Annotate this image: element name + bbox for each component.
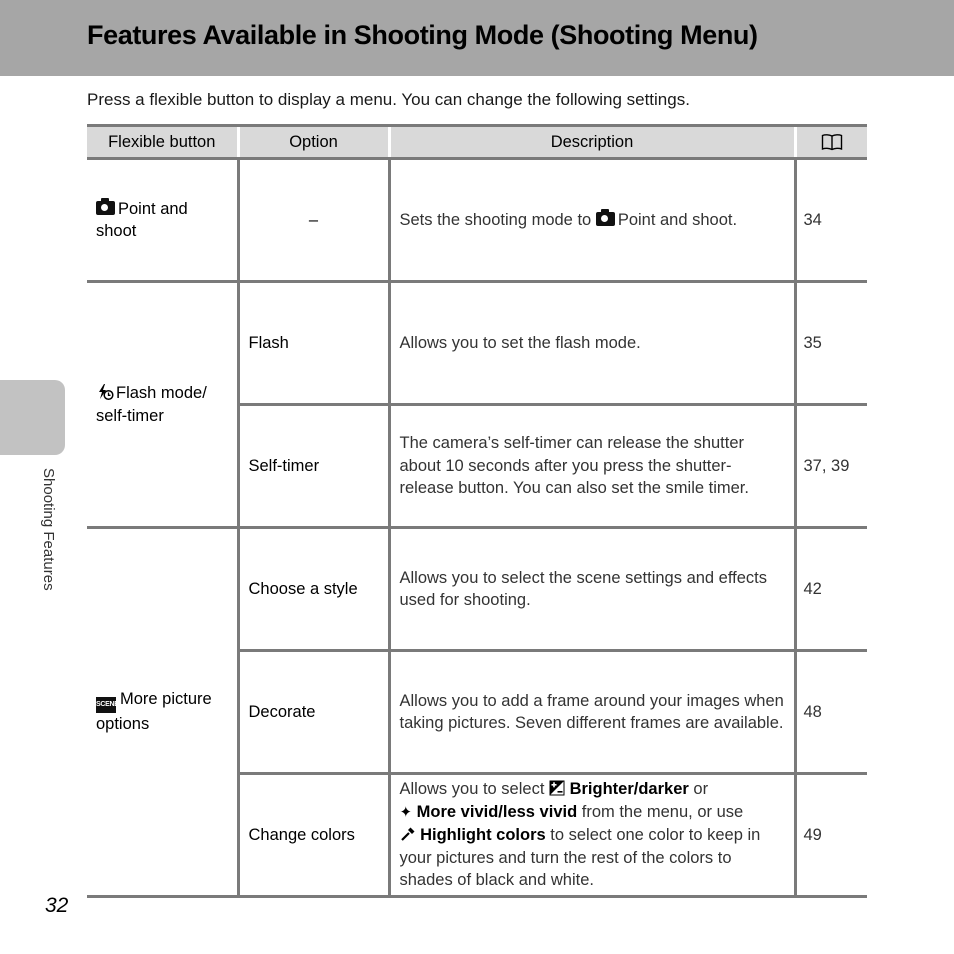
highlight-colors-label: Highlight colors xyxy=(420,826,546,845)
reference-cell: 35 xyxy=(795,282,867,405)
book-icon xyxy=(821,133,843,151)
camera-icon xyxy=(96,201,115,215)
page-number: 32 xyxy=(45,894,69,917)
table-row xyxy=(87,159,867,282)
section-tab xyxy=(0,380,65,455)
option-cell: Change colors xyxy=(238,774,389,897)
description-text: Sets the shooting mode to xyxy=(399,210,592,229)
description-cell: Allows you to set the flash mode. xyxy=(389,282,795,405)
button-label: More picture options xyxy=(96,690,212,734)
intro-text: Press a flexible button to display a menu. You can change the following settings. xyxy=(87,90,690,109)
description-cell: Allows you to select the scene settings and effects used for shooting. xyxy=(389,528,795,651)
brighter-darker-label: Brighter/darker xyxy=(569,780,689,799)
description-cell xyxy=(389,159,795,282)
header-option: Option xyxy=(238,126,389,159)
flexible-button-point-and-shoot xyxy=(87,159,238,282)
table-header-row xyxy=(87,126,867,159)
camera-icon xyxy=(596,212,615,226)
header-reference xyxy=(795,126,867,159)
header-description: Description xyxy=(389,126,795,159)
brightness-icon xyxy=(549,780,565,796)
flexible-button-flash-selftimer xyxy=(87,282,238,528)
scene-icon: SCENE xyxy=(96,697,116,713)
title-bar xyxy=(0,0,954,76)
description-text: from the menu, or use xyxy=(581,802,744,821)
section-label: Shooting Features xyxy=(40,468,57,591)
option-cell: Self-timer xyxy=(238,405,389,528)
highlight-colors-icon xyxy=(400,826,416,842)
table-row xyxy=(87,282,867,405)
button-label: Point and shoot xyxy=(96,199,188,240)
flash-selftimer-icon xyxy=(96,383,114,401)
reference-cell: 34 xyxy=(795,159,867,282)
vividness-icon: ✦ xyxy=(399,803,413,821)
reference-cell: 42 xyxy=(795,528,867,651)
description-cell: Allows you to add a frame around your images when taking pictures. Seven different frames are available. xyxy=(389,651,795,774)
page-title: Features Available in Shooting Mode (Shooting Menu) xyxy=(87,20,758,50)
settings-table xyxy=(87,124,867,898)
option-cell: Choose a style xyxy=(238,528,389,651)
flexible-button-more-picture-options xyxy=(87,528,238,897)
description-text: Allows you to select xyxy=(399,780,545,799)
reference-cell: 37, 39 xyxy=(795,405,867,528)
header-flexible-button: Flexible button xyxy=(87,126,238,159)
option-cell: Decorate xyxy=(238,651,389,774)
vivid-label: More vivid/less vivid xyxy=(416,802,578,821)
button-label: Flash mode/ self-timer xyxy=(96,384,207,425)
reference-cell: 49 xyxy=(795,774,867,897)
reference-cell: 48 xyxy=(795,651,867,774)
description-cell xyxy=(389,774,795,897)
option-cell: Flash xyxy=(238,282,389,405)
description-cell: The camera’s self-timer can release the shutter about 10 seconds after you press the shutter-release button. You can also set the smile timer. xyxy=(389,405,795,528)
table-row xyxy=(87,528,867,651)
option-cell: – xyxy=(238,159,389,282)
description-text: or xyxy=(693,780,709,799)
description-text: to select one color to keep in your pictures and turn the rest of the colors to shades of black and white. xyxy=(399,826,761,890)
description-text: Point and shoot. xyxy=(617,210,738,229)
